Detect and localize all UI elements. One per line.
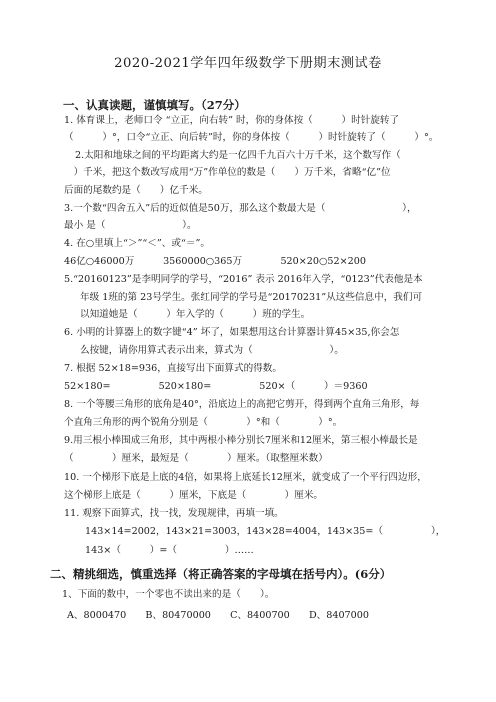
question-line: 46亿○46000万 3560000○365万 520×20○52×200 [64,256,366,267]
question-line: 这个梯形上底是（ ）厘米，下底是（ ）厘米。 [64,490,324,501]
question-line: 52×180= 520×180= 520×（ ）＝9360 [64,381,368,392]
question-line: 10. 一个梯形下底是上底的4倍，如果将上底延长12厘米，就变成了一个平行四边形， [64,472,427,483]
question-line: 8. 一个等腰三角形的底角是40°，沿底边上的高把它剪开，得到两个直角三角形，每 [64,399,420,410]
question-line: 年级 1班的第 23号学生。张红同学的学号是“20170231”从这些信息中，我们可 [80,292,423,303]
question-line: 么按键，请你用算式表示出来，算式为（ ）。 [80,345,344,356]
section-2-heading: 二、精挑细选，慎重选择（将正确答案的字母填在括号内）。(6分） [50,567,392,581]
question-line: 2.太阳和地球之间的平均距离大约是一亿四千九百六十万千米，这个数写作（ [75,150,401,161]
question-line: 最小 是（ ）。 [64,220,197,231]
question-line: 4. 在○里填上“＞”“＜”、或“＝”。 [64,238,210,249]
exam-title: 2020-2021学年四年级数学下册期末测试卷 [114,56,382,71]
question-line: 11. 观察下面算式，找一找，发现规律，再填一填。 [64,508,284,519]
question-line: 以知道她是（ ）年入学的（ ）班的学生。 [80,309,311,320]
question-line: 后面的尾数约是（ ）亿千米。 [64,185,208,196]
question-line: 1、下面的数中，一个零也不读出来的是（ ）。 [62,589,275,600]
question-line: ）千米，把这个数改写成用“万”作单位的数是（ ）万千米，省略“亿”位 [64,167,391,178]
question-line: 6. 小明的计算器上的数字键“4” 坏了，如果想用这台计算器计算45×35,你会怎 [64,327,400,338]
question-line: （ ）°，口令“立正、向后转”时，你的身体按（ ）时针旋转了（ ）°。 [64,132,439,143]
question-line: （ ）厘米，最短是（ ）厘米。（取整厘米数） [64,453,328,464]
question-line: 143×（ ）=（ ）…… [85,545,254,556]
question-line: 1. 体育课上，老师口令 “立正，向右转” 时，你的身体按（ ）时针旋转了 [64,115,400,126]
answer-options: A、8000470 B、80470000 C、8400700 D、8407000 [67,610,369,621]
question-line: 9.用三根小棒围成三角形，其中两根小棒分别长7厘米和12厘米，第三根小棒最长是 [64,435,418,446]
section-1-heading: 一、认真读题，谨慎填写。（27分） [63,98,246,112]
question-line: 个直角三角形的两个锐角分别是（ ）°和（ ）°。 [64,417,343,428]
question-line: 7. 根据 52×18=936，直接写出下面算式的得数。 [64,363,282,374]
question-line: 5.“20160123”是李明同学的学号，“2016” 表示 2016年入学，“0123”代表他是本 [64,274,423,285]
question-line: 143×14=2002，143×21=3003，143×28=4004，143×35=（ ）， [85,526,446,537]
question-line: 3.一个数“四舍五入”后的近似值是50万，那么这个数最大是（ ）， [64,203,417,214]
